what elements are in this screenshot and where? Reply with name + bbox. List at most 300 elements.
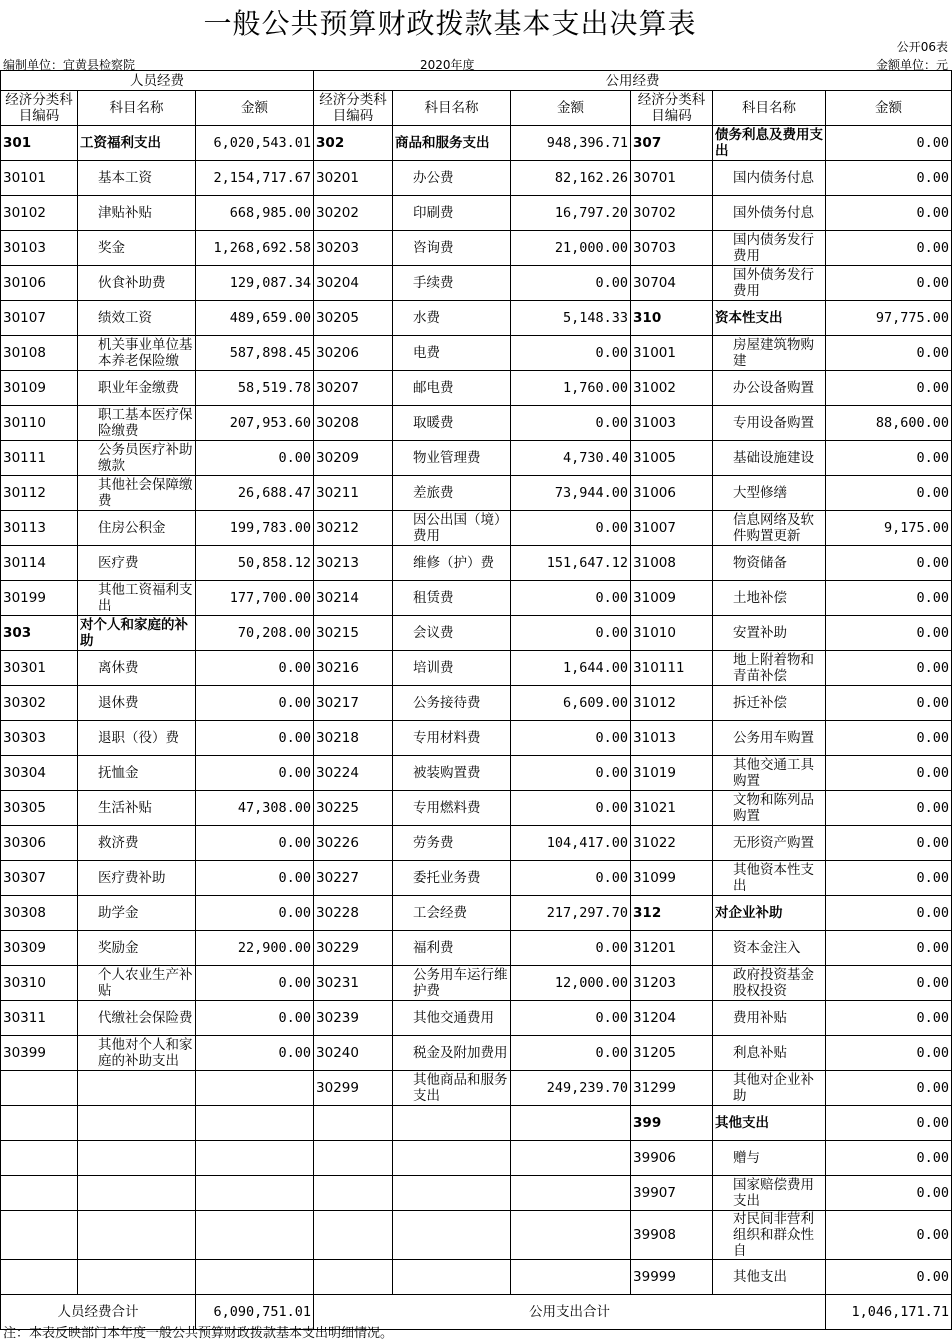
account-name-text: 赠与 <box>733 1150 761 1166</box>
account-code: 30106 <box>1 266 78 301</box>
account-code: 30226 <box>314 826 393 861</box>
account-code: 30307 <box>1 861 78 896</box>
account-code: 30114 <box>1 546 78 581</box>
amount: 0.00 <box>826 931 952 966</box>
amount: 668,985.00 <box>196 196 314 231</box>
account-code: 30240 <box>314 1036 393 1071</box>
amount: 0.00 <box>511 266 631 301</box>
account-code <box>1 1260 78 1295</box>
account-name-text: 生活补贴 <box>98 800 152 816</box>
account-code: 30199 <box>1 581 78 616</box>
table-row <box>1 1176 952 1211</box>
account-name <box>393 476 511 511</box>
account-code: 30703 <box>631 231 713 266</box>
account-name <box>78 126 196 161</box>
column-header-name: 科目名称 <box>78 91 196 126</box>
account-name-text: 医疗费 <box>98 555 139 571</box>
column-header-code: 经济分类科目编码 <box>1 91 78 126</box>
account-name <box>393 1071 511 1106</box>
amount: 249,239.70 <box>511 1071 631 1106</box>
account-name-text: 对民间非营利组织和群众性自 <box>733 1211 815 1259</box>
account-code: 31204 <box>631 1001 713 1036</box>
account-name-text: 租赁费 <box>413 590 454 606</box>
amount: 0.00 <box>826 1176 952 1211</box>
amount: 82,162.26 <box>511 161 631 196</box>
amount: 0.00 <box>826 581 952 616</box>
amount: 0.00 <box>826 826 952 861</box>
amount: 0.00 <box>511 616 631 651</box>
column-header-name: 科目名称 <box>713 91 826 126</box>
account-code: 31005 <box>631 441 713 476</box>
account-code <box>314 1106 393 1141</box>
account-code <box>314 1176 393 1211</box>
personnel-total-label: 人员经费合计 <box>1 1295 196 1330</box>
amount: 104,417.00 <box>511 826 631 861</box>
account-name <box>78 371 196 406</box>
account-name <box>78 476 196 511</box>
account-name-text: 邮电费 <box>413 380 454 396</box>
account-name <box>393 756 511 791</box>
amount: 22,900.00 <box>196 931 314 966</box>
table-row <box>1 931 952 966</box>
amount: 9,175.00 <box>826 511 952 546</box>
account-name-text: 房屋建筑物购建 <box>733 337 815 369</box>
amount: 489,659.00 <box>196 301 314 336</box>
account-name <box>713 1071 826 1106</box>
table-row <box>1 546 952 581</box>
account-name-text: 物业管理费 <box>413 450 481 466</box>
account-name <box>78 1260 196 1295</box>
account-name <box>78 196 196 231</box>
account-name-text: 国外债务付息 <box>733 205 815 221</box>
account-code: 30299 <box>314 1071 393 1106</box>
account-name <box>713 196 826 231</box>
account-name <box>78 791 196 826</box>
amount: 0.00 <box>826 791 952 826</box>
table-row <box>1 161 952 196</box>
amount: 0.00 <box>826 336 952 371</box>
amount: 0.00 <box>826 1141 952 1176</box>
account-code: 39906 <box>631 1141 713 1176</box>
account-code: 39908 <box>631 1211 713 1260</box>
amount: 0.00 <box>511 581 631 616</box>
account-name <box>78 406 196 441</box>
account-code: 30309 <box>1 931 78 966</box>
account-code: 31201 <box>631 931 713 966</box>
account-name-text: 救济费 <box>98 835 139 851</box>
account-code: 30306 <box>1 826 78 861</box>
account-code: 30205 <box>314 301 393 336</box>
amount: 587,898.45 <box>196 336 314 371</box>
account-code: 30211 <box>314 476 393 511</box>
amount: 16,797.20 <box>511 196 631 231</box>
amount: 0.00 <box>826 546 952 581</box>
account-name-text: 公务用车运行维护费 <box>413 967 508 999</box>
account-name-text: 费用补贴 <box>733 1010 788 1026</box>
account-code: 30301 <box>1 651 78 686</box>
account-name <box>78 161 196 196</box>
account-name <box>713 861 826 896</box>
account-name-text: 债务利息及费用支出 <box>715 127 824 159</box>
account-name-text: 政府投资基金股权投资 <box>733 967 815 999</box>
account-code: 30305 <box>1 791 78 826</box>
amount: 0.00 <box>826 161 952 196</box>
account-name-text: 基本工资 <box>98 170 152 186</box>
amount: 0.00 <box>511 861 631 896</box>
account-name-text: 办公费 <box>413 170 454 186</box>
account-name-text: 福利费 <box>413 940 454 956</box>
amount: 0.00 <box>826 1036 952 1071</box>
amount: 21,000.00 <box>511 231 631 266</box>
account-name <box>713 371 826 406</box>
account-code: 30229 <box>314 931 393 966</box>
account-name-text: 商品和服务支出 <box>395 135 490 151</box>
amount: 0.00 <box>826 371 952 406</box>
account-name <box>713 616 826 651</box>
account-code: 30702 <box>631 196 713 231</box>
account-name-text: 基础设施建设 <box>733 450 815 466</box>
account-name <box>78 651 196 686</box>
account-name <box>713 581 826 616</box>
account-name-text: 资本性支出 <box>715 310 783 326</box>
account-code: 39907 <box>631 1176 713 1211</box>
account-name <box>713 266 826 301</box>
column-header-code: 经济分类科目编码 <box>314 91 393 126</box>
account-name-text: 其他工资福利支出 <box>98 582 193 614</box>
account-code: 30202 <box>314 196 393 231</box>
account-name <box>713 1260 826 1295</box>
amount: 199,783.00 <box>196 511 314 546</box>
account-name <box>393 686 511 721</box>
account-code: 30227 <box>314 861 393 896</box>
account-name <box>78 1071 196 1106</box>
page-title: 一般公共预算财政拨款基本支出决算表 <box>203 7 697 40</box>
table-row <box>1 1260 952 1295</box>
column-header-amount: 金额 <box>826 91 952 126</box>
account-code: 30216 <box>314 651 393 686</box>
amount: 70,208.00 <box>196 616 314 651</box>
account-name <box>713 1176 826 1211</box>
account-name <box>78 301 196 336</box>
account-name-text: 退休费 <box>98 695 139 711</box>
account-code: 30204 <box>314 266 393 301</box>
account-name <box>78 546 196 581</box>
table-number: 公开06表 <box>896 40 948 54</box>
amount: 1,644.00 <box>511 651 631 686</box>
account-name <box>393 966 511 1001</box>
amount: 0.00 <box>826 896 952 931</box>
account-name <box>713 966 826 1001</box>
account-name <box>713 301 826 336</box>
account-code: 31002 <box>631 371 713 406</box>
account-code <box>1 1211 78 1260</box>
account-name <box>393 336 511 371</box>
amount <box>196 1141 314 1176</box>
table-row <box>1 791 952 826</box>
amount: 0.00 <box>511 406 631 441</box>
account-name-text: 职工基本医疗保险缴费 <box>98 407 193 439</box>
amount: 0.00 <box>826 441 952 476</box>
account-name <box>393 266 511 301</box>
account-code: 31203 <box>631 966 713 1001</box>
account-code: 30310 <box>1 966 78 1001</box>
amount: 0.00 <box>196 826 314 861</box>
amount <box>196 1106 314 1141</box>
account-name-text: 机关事业单位基本养老保险缴 <box>98 337 193 369</box>
table-row <box>1 1071 952 1106</box>
account-name <box>78 441 196 476</box>
account-name <box>78 721 196 756</box>
account-name-text: 退职（役）费 <box>98 730 179 746</box>
account-code: 30213 <box>314 546 393 581</box>
amount: 0.00 <box>511 791 631 826</box>
amount: 0.00 <box>511 931 631 966</box>
amount <box>511 1211 631 1260</box>
account-name <box>393 861 511 896</box>
account-name-text: 专用材料费 <box>413 730 481 746</box>
account-code <box>314 1260 393 1295</box>
account-code: 30304 <box>1 756 78 791</box>
account-name <box>713 931 826 966</box>
account-name <box>713 686 826 721</box>
account-name-text: 其他对个人和家庭的补助支出 <box>98 1037 193 1069</box>
account-code: 31099 <box>631 861 713 896</box>
column-header-code: 经济分类科目编码 <box>631 91 713 126</box>
account-name <box>713 651 826 686</box>
account-name-text: 绩效工资 <box>98 310 152 326</box>
account-name <box>393 441 511 476</box>
amount: 0.00 <box>826 651 952 686</box>
account-name-text: 离休费 <box>98 660 139 676</box>
amount: 1,268,692.58 <box>196 231 314 266</box>
amount: 0.00 <box>511 1036 631 1071</box>
account-code: 301 <box>1 126 78 161</box>
table-row <box>1 1001 952 1036</box>
account-code: 30109 <box>1 371 78 406</box>
account-code: 31001 <box>631 336 713 371</box>
account-name-text: 工资福利支出 <box>80 135 161 151</box>
amount: 6,020,543.01 <box>196 126 314 161</box>
column-header-amount: 金额 <box>511 91 631 126</box>
account-name <box>713 336 826 371</box>
table-row <box>1 616 952 651</box>
column-header-name: 科目名称 <box>393 91 511 126</box>
amount: 0.00 <box>826 756 952 791</box>
account-code: 302 <box>314 126 393 161</box>
amount: 6,609.00 <box>511 686 631 721</box>
account-name <box>393 126 511 161</box>
account-name <box>78 1211 196 1260</box>
account-name <box>713 441 826 476</box>
account-name-text: 被装购置费 <box>413 765 481 781</box>
amount: 0.00 <box>826 686 952 721</box>
amount <box>511 1260 631 1295</box>
account-name-text: 电费 <box>413 345 441 361</box>
account-code: 310111 <box>631 651 713 686</box>
account-name <box>713 406 826 441</box>
table-row <box>1 1036 952 1071</box>
amount: 0.00 <box>511 1001 631 1036</box>
account-code <box>1 1106 78 1141</box>
account-name-text: 其他资本性支出 <box>733 862 815 894</box>
amount: 0.00 <box>826 126 952 161</box>
account-name <box>78 1001 196 1036</box>
amount: 0.00 <box>826 1260 952 1295</box>
amount: 0.00 <box>826 1071 952 1106</box>
account-code: 31012 <box>631 686 713 721</box>
table-row <box>1 826 952 861</box>
account-name <box>393 721 511 756</box>
account-code <box>1 1071 78 1106</box>
account-name <box>393 546 511 581</box>
account-name-text: 专用燃料费 <box>413 800 481 816</box>
account-code: 31021 <box>631 791 713 826</box>
table-row <box>1 966 952 1001</box>
account-code: 30101 <box>1 161 78 196</box>
account-name-text: 拆迁补偿 <box>733 695 788 711</box>
account-name-text: 其他商品和服务支出 <box>413 1072 508 1104</box>
account-code: 30208 <box>314 406 393 441</box>
account-name-text: 其他交通工具购置 <box>733 757 815 789</box>
table-row <box>1 1106 952 1141</box>
account-code: 30308 <box>1 896 78 931</box>
account-name <box>713 721 826 756</box>
account-name <box>393 826 511 861</box>
table-row <box>1 196 952 231</box>
account-name-text: 资本金注入 <box>733 940 801 956</box>
amount: 948,396.71 <box>511 126 631 161</box>
account-name <box>713 511 826 546</box>
table-row <box>1 301 952 336</box>
account-name <box>713 1036 826 1071</box>
account-name-text: 其他支出 <box>715 1115 770 1131</box>
account-name <box>713 756 826 791</box>
account-name-text: 代缴社会保险费 <box>98 1010 193 1026</box>
expenditure-table <box>0 70 952 1330</box>
account-code: 30203 <box>314 231 393 266</box>
amount: 207,953.60 <box>196 406 314 441</box>
account-name-text: 无形资产购置 <box>733 835 815 851</box>
account-name <box>393 896 511 931</box>
public-total-label: 公用支出合计 <box>314 1295 826 1330</box>
account-code <box>1 1141 78 1176</box>
account-name <box>393 616 511 651</box>
account-code <box>314 1141 393 1176</box>
table-row <box>1 756 952 791</box>
amount: 0.00 <box>196 896 314 931</box>
account-name-text: 对个人和家庭的补助 <box>80 617 188 649</box>
account-code: 30231 <box>314 966 393 1001</box>
account-name <box>78 896 196 931</box>
account-name <box>713 896 826 931</box>
account-code: 30107 <box>1 301 78 336</box>
account-code: 30110 <box>1 406 78 441</box>
account-name <box>393 1001 511 1036</box>
account-name-text: 印刷费 <box>413 205 454 221</box>
account-code: 310 <box>631 301 713 336</box>
table-row <box>1 406 952 441</box>
account-name-text: 物资储备 <box>733 555 788 571</box>
account-code: 30218 <box>314 721 393 756</box>
account-code: 39999 <box>631 1260 713 1295</box>
account-code: 31006 <box>631 476 713 511</box>
table-row <box>1 336 952 371</box>
amount: 73,944.00 <box>511 476 631 511</box>
account-name <box>713 791 826 826</box>
account-code: 30303 <box>1 721 78 756</box>
account-code: 30302 <box>1 686 78 721</box>
table-row <box>1 896 952 931</box>
table-row <box>1 721 952 756</box>
account-code: 30215 <box>314 616 393 651</box>
account-code: 307 <box>631 126 713 161</box>
account-name <box>393 371 511 406</box>
account-code: 30704 <box>631 266 713 301</box>
account-name-text: 地上附着物和青苗补偿 <box>733 652 815 684</box>
amount: 0.00 <box>196 966 314 1001</box>
account-name-text: 工会经费 <box>413 905 468 921</box>
account-name-text: 对企业补助 <box>715 905 783 921</box>
account-name-text: 其他对企业补助 <box>733 1072 815 1104</box>
table-row <box>1 231 952 266</box>
account-code: 30212 <box>314 511 393 546</box>
table-row <box>1 1211 952 1260</box>
table-row <box>1 371 952 406</box>
account-code: 30239 <box>314 1001 393 1036</box>
account-code: 30399 <box>1 1036 78 1071</box>
account-code: 31003 <box>631 406 713 441</box>
account-name <box>713 476 826 511</box>
account-name <box>393 581 511 616</box>
amount: 0.00 <box>196 1001 314 1036</box>
account-name <box>393 511 511 546</box>
account-name <box>393 196 511 231</box>
amount: 0.00 <box>826 861 952 896</box>
amount: 0.00 <box>826 1106 952 1141</box>
amount: 47,308.00 <box>196 791 314 826</box>
amount: 12,000.00 <box>511 966 631 1001</box>
account-name <box>713 161 826 196</box>
account-code: 30201 <box>314 161 393 196</box>
account-name <box>393 1141 511 1176</box>
amount: 0.00 <box>196 686 314 721</box>
account-name <box>393 1036 511 1071</box>
unit-label: 编制单位：宜黄县检察院 <box>3 58 136 72</box>
account-name-text: 因公出国（境）费用 <box>413 512 508 544</box>
amount <box>196 1211 314 1260</box>
account-code: 30207 <box>314 371 393 406</box>
table-row <box>1 651 952 686</box>
account-name-text: 职业年金缴费 <box>98 380 179 396</box>
account-code <box>314 1211 393 1260</box>
account-code: 31013 <box>631 721 713 756</box>
account-code: 31010 <box>631 616 713 651</box>
amount: 0.00 <box>196 861 314 896</box>
account-code: 30113 <box>1 511 78 546</box>
amount: 97,775.00 <box>826 301 952 336</box>
account-name <box>393 231 511 266</box>
account-name <box>78 231 196 266</box>
account-name <box>713 231 826 266</box>
account-code: 31205 <box>631 1036 713 1071</box>
account-name-text: 国内债务付息 <box>733 170 815 186</box>
group-header-personnel: 人员经费 <box>1 71 314 91</box>
amount <box>196 1176 314 1211</box>
account-name-text: 咨询费 <box>413 240 454 256</box>
account-name <box>78 336 196 371</box>
account-name-text: 奖励金 <box>98 940 139 956</box>
table-row <box>1 476 952 511</box>
